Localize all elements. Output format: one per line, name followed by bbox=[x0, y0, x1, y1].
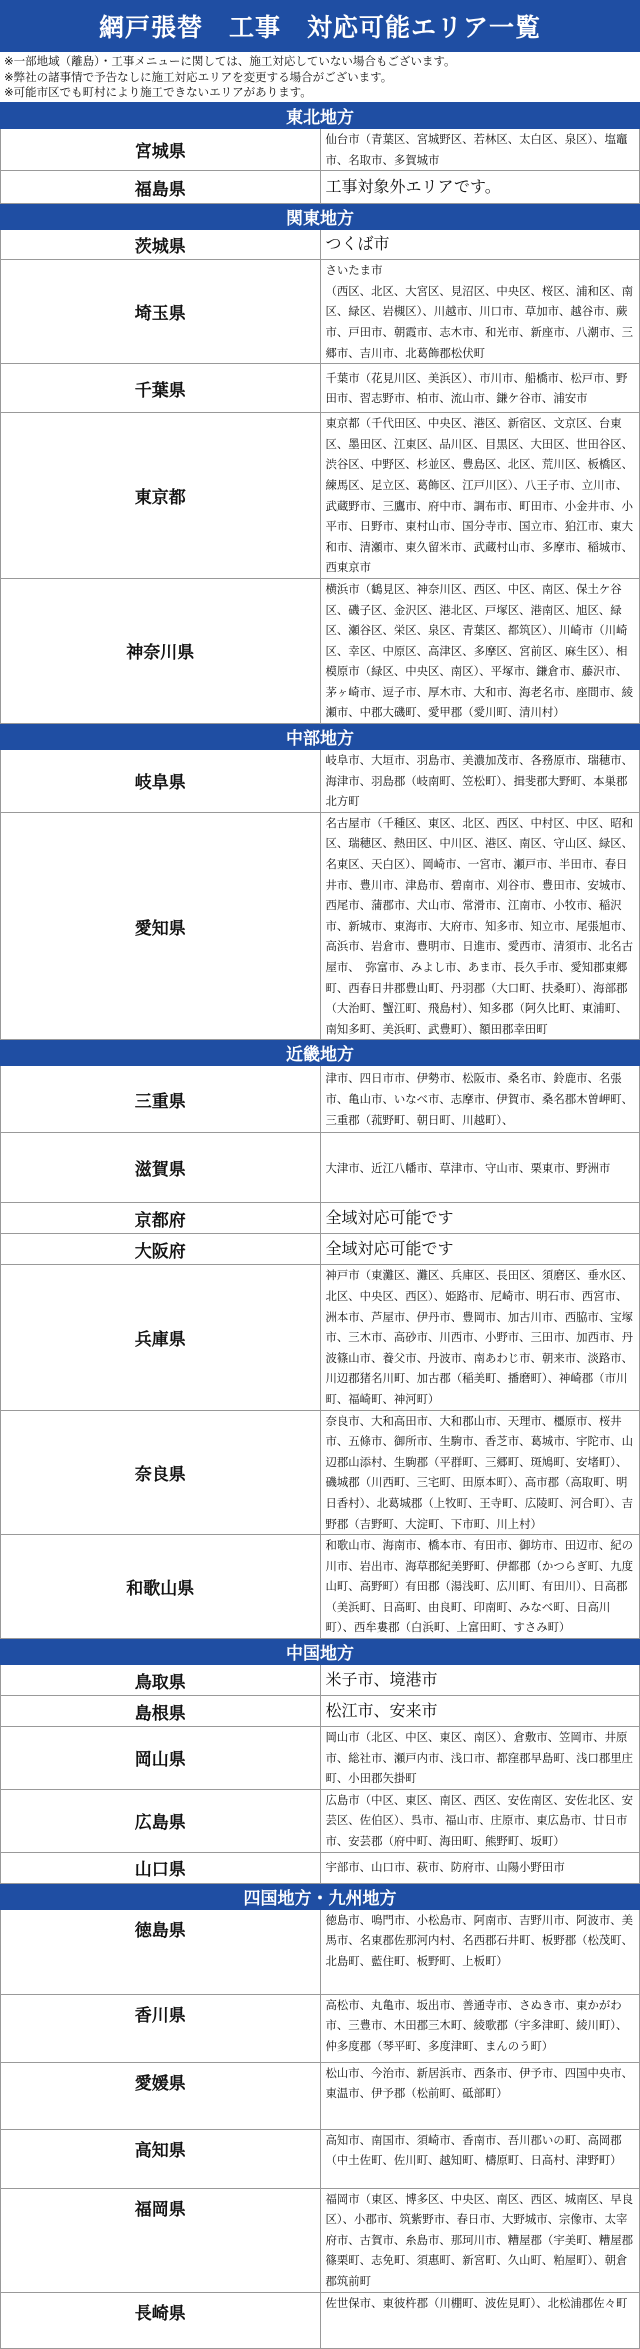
city-list: つくば市 bbox=[320, 230, 640, 260]
prefecture-name: 山口県 bbox=[1, 1852, 321, 1883]
city-list: 千葉市（花見川区、美浜区）、市川市、船橋市、松戸市、野田市、習志野市、柏市、流山市、鎌ケ谷市、浦安市 bbox=[320, 364, 640, 413]
table-row bbox=[1, 1203, 640, 1234]
prefecture-name: 埼玉県 bbox=[1, 260, 321, 364]
table-row bbox=[1, 1133, 640, 1203]
table-row bbox=[1, 260, 640, 364]
region-header: 近畿地方 bbox=[1, 1040, 640, 1066]
city-list: 松山市、今治市、新居浜市、西条市、伊予市、四国中央市、東温市、伊予郡（松前町、砥部町） bbox=[320, 2062, 640, 2129]
city-list: 大津市、近江八幡市、草津市、守山市、栗東市、野洲市 bbox=[320, 1133, 640, 1203]
city-list: 奈良市、大和高田市、大和郡山市、天理市、橿原市、桜井市、五條市、御所市、生駒市、香芝市、葛城市、宇陀市、山辺郡山添村、生駒郡（平群町、三郷町、斑鳩町、安堵町）、磯城郡（川西町、三宅町、田原本町）、高市郡（高取町、明日香村）、北葛城郡（上牧町、王寺町、広陵町、河合町）、吉野郡（吉野町、大淀町、下市町、川上村） bbox=[320, 1410, 640, 1535]
table-row bbox=[1, 129, 640, 171]
area-table bbox=[0, 102, 640, 2349]
region-header: 関東地方 bbox=[1, 204, 640, 230]
table-row bbox=[1, 1265, 640, 1410]
prefecture-name: 奈良県 bbox=[1, 1410, 321, 1535]
table-row bbox=[1, 2129, 640, 2188]
city-list: 神戸市（東灘区、灘区、兵庫区、長田区、須磨区、垂水区、北区、中央区、西区）、姫路市、尼崎市、明石市、西宮市、洲本市、芦屋市、伊丹市、豊岡市、加古川市、西脇市、宝塚市、三木市、高砂市、川西市、小野市、三田市、加西市、丹波篠山市、養父市、丹波市、南あわじ市、朝来市、淡路市、川辺郡猪名川町、加古郡（稲美町、播磨町）、神崎郡（市川町、福崎町、神河町） bbox=[320, 1265, 640, 1410]
table-row bbox=[1, 578, 640, 723]
prefecture-name: 福岡県 bbox=[1, 2188, 321, 2292]
note-line: ※弊社の諸事情で予告なしに施工対応エリアを変更する場合がございます。 bbox=[4, 69, 393, 84]
city-list: 津市、四日市市、伊勢市、松阪市、桑名市、鈴鹿市、名張市、亀山市、いなべ市、志摩市、伊賀市、桑名郡木曽岬町、三重郡（菰野町、朝日町、川越町）、 bbox=[320, 1066, 640, 1133]
city-list: 徳島市、鳴門市、小松島市、阿南市、吉野川市、阿波市、美馬市、名東郡佐那河内村、名西郡石井町、板野郡（松茂町、北島町、藍住町、板野町、上板町） bbox=[320, 1909, 640, 1994]
city-list: 高知市、南国市、須崎市、香南市、吾川郡いの町、高岡郡（中土佐町、佐川町、越知町、檮原町、日高村、津野町） bbox=[320, 2129, 640, 2188]
prefecture-name: 島根県 bbox=[1, 1696, 321, 1727]
table-row bbox=[1, 1852, 640, 1883]
table-row bbox=[1, 1994, 640, 2062]
table-row bbox=[1, 413, 640, 579]
city-list: 全域対応可能です bbox=[320, 1234, 640, 1265]
prefecture-name: 広島県 bbox=[1, 1789, 321, 1852]
city-list: 宇部市、山口市、萩市、防府市、山陽小野田市 bbox=[320, 1852, 640, 1883]
city-list: 仙台市（青葉区、宮城野区、若林区、太白区、泉区）、塩竈市、名取市、多賀城市 bbox=[320, 129, 640, 171]
notes bbox=[0, 52, 640, 102]
prefecture-name: 東京都 bbox=[1, 413, 321, 579]
table-row bbox=[1, 1909, 640, 1994]
prefecture-name: 岡山県 bbox=[1, 1727, 321, 1790]
city-list: 岡山市（北区、中区、東区、南区）、倉敷市、笠岡市、井原市、総社市、瀬戸内市、浅口市、都窪郡早島町、浅口郡里庄町、小田郡矢掛町 bbox=[320, 1727, 640, 1790]
prefecture-name: 大阪府 bbox=[1, 1234, 321, 1265]
note-line: ※一部地域（離島）・工事メニューに関しては、施工対応していない場合もございます。 bbox=[4, 54, 456, 68]
region-header: 東北地方 bbox=[1, 103, 640, 129]
table-row bbox=[1, 1535, 640, 1639]
prefecture-name: 宮城県 bbox=[1, 129, 321, 171]
table-row bbox=[1, 1727, 640, 1790]
city-list: 岐阜市、大垣市、羽島市、美濃加茂市、各務原市、瑞穂市、海津市、羽島郡（岐南町、笠松町）、揖斐郡大野町、本巣郡北方町 bbox=[320, 750, 640, 813]
table-row bbox=[1, 2062, 640, 2129]
prefecture-name: 和歌山県 bbox=[1, 1535, 321, 1639]
prefecture-name: 福島県 bbox=[1, 171, 321, 204]
city-list: 横浜市（鶴見区、神奈川区、西区、中区、南区、保土ケ谷区、磯子区、金沢区、港北区、戸塚区、港南区、旭区、緑区、瀬谷区、栄区、泉区、青葉区、都筑区）、川崎市（川崎区、幸区、中原区、高津区、多摩区、宮前区、麻生区）、相模原市（緑区、中央区、南区）、平塚市、鎌倉市、藤沢市、茅ヶ崎市、逗子市、厚木市、大和市、海老名市、座間市、綾瀬市、中郡大磯町、愛甲郡（愛川町、清川村） bbox=[320, 578, 640, 723]
table-row bbox=[1, 2292, 640, 2348]
prefecture-name: 岐阜県 bbox=[1, 750, 321, 813]
page-title: 網戸張替 工事 対応可能エリア一覧 bbox=[0, 0, 640, 52]
table-row bbox=[1, 1066, 640, 1133]
table-row bbox=[1, 1696, 640, 1727]
prefecture-name: 滋賀県 bbox=[1, 1133, 321, 1203]
table-row bbox=[1, 1234, 640, 1265]
table-row bbox=[1, 2188, 640, 2292]
prefecture-name: 長崎県 bbox=[1, 2292, 321, 2348]
table-row bbox=[1, 364, 640, 413]
note-line: ※可能市区でも町村により施工できないエリアがあります。 bbox=[4, 85, 312, 99]
table-row bbox=[1, 750, 640, 813]
prefecture-name: 愛媛県 bbox=[1, 2062, 321, 2129]
prefecture-name: 鳥取県 bbox=[1, 1665, 321, 1696]
prefecture-name: 京都府 bbox=[1, 1203, 321, 1234]
prefecture-name: 茨城県 bbox=[1, 230, 321, 260]
prefecture-name: 神奈川県 bbox=[1, 578, 321, 723]
city-list: 和歌山市、海南市、橋本市、有田市、御坊市、田辺市、紀の川市、岩出市、海草郡紀美野町、伊都郡（かつらぎ町、九度山町、高野町）有田郡（湯浅町、広川町、有田川）、日高郡（美浜町、日高町、由良町、印南町、みなべ町、日高川町）、西牟婁郡（白浜町、上富田町、すさみ町） bbox=[320, 1535, 640, 1639]
city-list: 福岡市（東区、博多区、中央区、南区、西区、城南区、早良区）、小郡市、筑紫野市、春日市、大野城市、宗像市、太宰府市、古賀市、糸島市、那珂川市、糟屋郡（宇美町、糟屋郡篠栗町、志免町、須惠町、新宮町、久山町、粕屋町）、朝倉郡筑前町 bbox=[320, 2188, 640, 2292]
city-list: さいたま市 （西区、北区、大宮区、見沼区、中央区、桜区、浦和区、南区、緑区、岩槻区）、川越市、川口市、草加市、越谷市、蕨市、戸田市、朝霞市、志木市、和光市、新座市、八潮市、三郷市、吉川市、北葛飾郡松伏町 bbox=[320, 260, 640, 364]
region-header: 中国地方 bbox=[1, 1639, 640, 1665]
table-row bbox=[1, 1665, 640, 1696]
prefecture-name: 千葉県 bbox=[1, 364, 321, 413]
city-list: 工事対象外エリアです。 bbox=[320, 171, 640, 204]
prefecture-name: 徳島県 bbox=[1, 1909, 321, 1994]
table-row bbox=[1, 812, 640, 1040]
region-header: 四国地方・九州地方 bbox=[1, 1883, 640, 1909]
table-row bbox=[1, 230, 640, 260]
prefecture-name: 高知県 bbox=[1, 2129, 321, 2188]
table-row bbox=[1, 171, 640, 204]
prefecture-name: 三重県 bbox=[1, 1066, 321, 1133]
city-list: 広島市（中区、東区、南区、西区、安佐南区、安佐北区、安芸区、佐伯区）、呉市、福山市、庄原市、東広島市、廿日市市、安芸郡（府中町、海田町、熊野町、坂町） bbox=[320, 1789, 640, 1852]
city-list: 東京都（千代田区、中央区、港区、新宿区、文京区、台東区、墨田区、江東区、品川区、目黒区、大田区、世田谷区、渋谷区、中野区、杉並区、豊島区、北区、荒川区、板橋区、練馬区、足立区、葛飾区、江戸川区）、八王子市、立川市、武蔵野市、三鷹市、府中市、調布市、町田市、小金井市、小平市、日野市、東村山市、国分寺市、国立市、狛江市、東大和市、清瀬市、東久留米市、武蔵村山市、多摩市、稲城市、西東京市 bbox=[320, 413, 640, 579]
prefecture-name: 兵庫県 bbox=[1, 1265, 321, 1410]
region-header: 中部地方 bbox=[1, 724, 640, 750]
city-list: 高松市、丸亀市、坂出市、善通寺市、さぬき市、東かがわ市、三豊市、木田郡三木町、綾歌郡（宇多津町、綾川町）、仲多度郡（琴平町、多度津町、まんのう町） bbox=[320, 1994, 640, 2062]
city-list: 松江市、安来市 bbox=[320, 1696, 640, 1727]
city-list: 名古屋市（千種区、東区、北区、西区、中村区、中区、昭和区、瑞穂区、熱田区、中川区、港区、南区、守山区、緑区、名東区、天白区）、岡崎市、一宮市、瀬戸市、半田市、春日井市、豊川市、津島市、碧南市、刈谷市、豊田市、安城市、西尾市、蒲郡市、犬山市、常滑市、江南市、小牧市、稲沢市、新城市、東海市、大府市、知多市、知立市、尾張旭市、高浜市、岩倉市、豊明市、日進市、愛西市、清須市、北名古屋市、 弥富市、みよし市、あま市、長久手市、愛知郡東郷町、西春日井郡豊山町、丹羽郡（大口町、扶桑町）、海部郡（大治町、蟹江町、飛島村）、知多郡（阿久比町、東浦町、南知多町、美浜町、武豊町）、額田郡幸田町 bbox=[320, 812, 640, 1040]
table-row bbox=[1, 1410, 640, 1535]
city-list: 全域対応可能です bbox=[320, 1203, 640, 1234]
prefecture-name: 愛知県 bbox=[1, 812, 321, 1040]
table-row bbox=[1, 1789, 640, 1852]
city-list: 米子市、境港市 bbox=[320, 1665, 640, 1696]
city-list: 佐世保市、東彼杵郡（川棚町、波佐見町）、北松浦郡佐々町 bbox=[320, 2292, 640, 2348]
prefecture-name: 香川県 bbox=[1, 1994, 321, 2062]
